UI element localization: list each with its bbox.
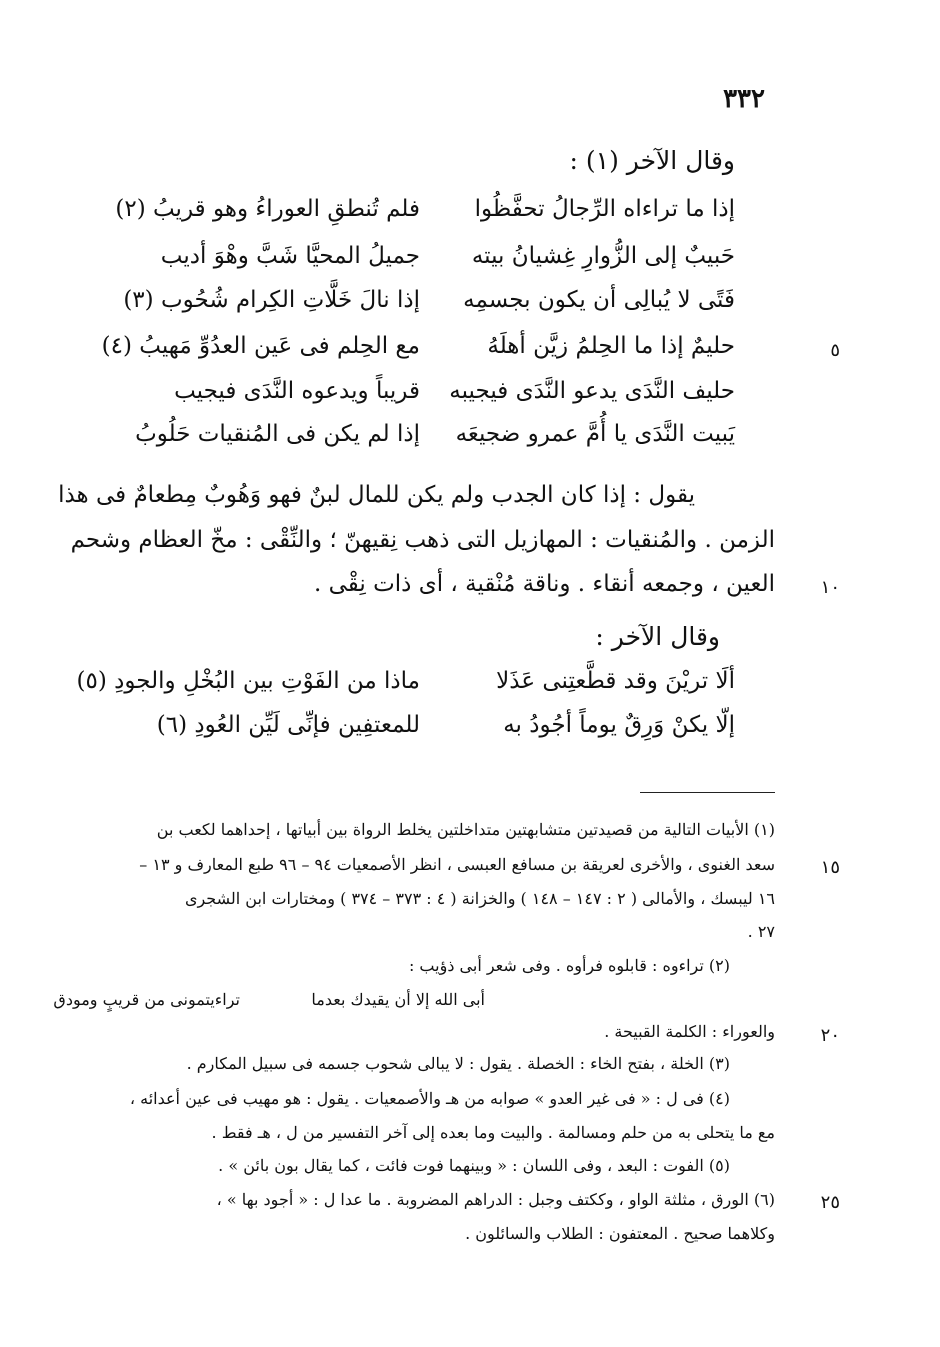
verse-hemistich-right: حليمٌ إذا ما الحِلمُ زيَّن أهلَهُ — [487, 333, 735, 359]
verse-hemistich-right: فَتًى لا يُبالِى أن يكون بجسمِه — [463, 287, 735, 313]
footnote-line: (١) الأبيات التالية من قصيدتين متشابهتين متداخلتين يخلط الرواة بين أبياتها ، إحداهما لكعب بن — [156, 820, 775, 839]
poem-intro: وقال الآخر : — [595, 622, 720, 651]
verse-hemistich-left: فلم تُنطقِ العوراءُ وهو قريبُ (٢) — [115, 196, 420, 222]
footnote-line: ٢٧ . — [747, 922, 775, 941]
commentary-line: يقول : إذا كان الجدب ولم يكن للمال لبنٌ فهو وَهُوبٌ مِطعامٌ فى هذا — [58, 482, 695, 508]
line-number: ١٠ — [820, 577, 840, 598]
footnote-line: (٣) الخلة ، بفتح الخاء : الخصلة . يقول : لا يبالى شحوب جسمه فى سبيل المكارم . — [186, 1054, 730, 1073]
poem-intro: وقال الآخر (١) : — [569, 146, 735, 175]
verse-hemistich-right: إلّا يكنْ وَرِقٌ يوماً أجُودُ به — [503, 712, 735, 738]
verse-hemistich-left: مع الحِلم فى عَين العدُوِّ مَهيبُ (٤) — [101, 333, 420, 359]
footnote-line: مع ما يتحلى به من حلم ومسالمة . والبيت وما بعده إلى آخر التفسير من ل ، هـ فقط . — [211, 1123, 775, 1142]
footnote-line: سعد الغنوى ، والأخرى لعريقة بن مسافع العبسى ، انظر الأصمعيات ٩٤ – ٩٦ طبع المعارف و ١٣ – — [139, 855, 775, 874]
verse-hemistich-left: ماذا من الفَوْتِ بين البُخْلِ والجودِ (٥) — [76, 668, 420, 694]
verse-hemistich-right: يَبيت النَّدَى يا أُمَّ عمرو ضجيعَه — [455, 421, 735, 447]
commentary-line: العين ، وجمعه أنقاء . وناقة مُنْقية ، أى ذات نِقْى . — [313, 571, 775, 597]
line-number: ٢٠ — [820, 1025, 840, 1046]
footnote-verse-right: أبى الله إلا أن يقيدك بعدما — [311, 990, 485, 1009]
verse-hemistich-left: جميلُ المحيَّا شَبَّ وهْوَ أديب — [160, 243, 420, 269]
verse-hemistich-left: إذا لم يكن فى المُنقيات حَلُوبُ — [135, 421, 420, 447]
footnote-line: (٢) تراءوه : قابلوه فرأوه . وفى شعر أبى ذؤيب : — [408, 956, 730, 975]
footnote-line: والعوراء : الكلمة القبيحة . — [604, 1022, 775, 1041]
verse-hemistich-left: للمعتفِين فإنِّى لَيِّن العُودِ (٦) — [156, 712, 420, 738]
footnote-line: (٦) الورق ، مثلثة الواو ، وككتف وجبل : الدراهم المضروبة . ما عدا ل : « أجود بها » ، — [216, 1190, 775, 1209]
verse-hemistich-right: ألَا تريْنَ وقد قطَّعتِنى عَذَلا — [496, 668, 735, 694]
line-number: ١٥ — [820, 857, 840, 878]
verse-hemistich-right: حليف النَّدَى يدعو النَّدَى فيجيبه — [449, 378, 735, 404]
footnote-line: وكلاهما صحيح . المعتفون : الطلاب والسائلون . — [465, 1224, 775, 1243]
footnote-line: ١٦ ليبسك ، والأمالى ( ٢ : ١٤٧ – ١٤٨ ) والخزانة ( ٤ : ٣٧٣ – ٣٧٤ ) ومختارات ابن الشجرى — [184, 889, 775, 908]
line-number: ٢٥ — [820, 1192, 840, 1213]
verse-hemistich-right: إذا ما تراءاه الرِّجالُ تحفَّظُوا — [474, 196, 735, 222]
verse-hemistich-left: قريباً ويدعوه النَّدَى فيجيب — [174, 378, 420, 404]
footnote-separator — [640, 792, 775, 793]
verse-hemistich-right: حَبيبٌ إلى الزُّوارِ غِشيانُ بيته — [471, 243, 735, 269]
page-number: ٣٣٢ — [723, 84, 765, 114]
line-number: ٥ — [830, 340, 840, 361]
footnote-line: (٤) فى ل : « فى غير العدو » صوابه من هـ والأصمعيات . يقول : هو مهيب فى عين أعدائه ، — [129, 1089, 730, 1108]
footnote-line: (٥) الفوت : البعد ، وفى اللسان : « وبينهما فوت فائت ، كما يقال بون بائن » . — [218, 1156, 730, 1175]
verse-hemistich-left: إذا نالَ خَلَّاتِ الكِرام شُحُوب (٣) — [123, 287, 420, 313]
footnote-verse-left: تراءيتمونى من قريبٍ ومودق — [53, 990, 240, 1009]
commentary-line: الزمن . والمُنقيات : المهازيل التى ذهب نِقيهنّ ؛ والنِّقْى : مخّ العظام وشحم — [70, 527, 775, 553]
